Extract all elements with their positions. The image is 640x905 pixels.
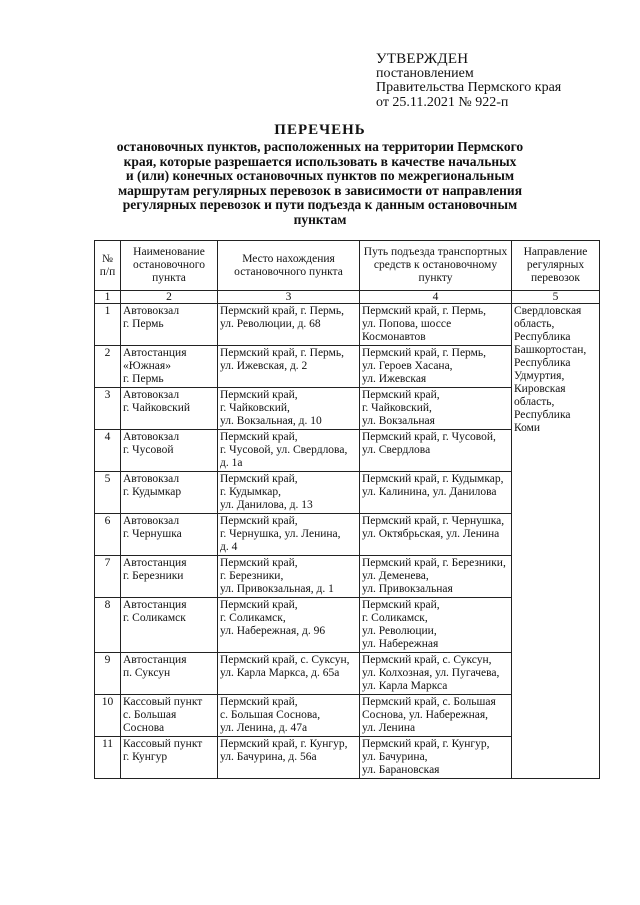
direction-line: Коми bbox=[514, 422, 541, 434]
stop-name-line: Автовокзал bbox=[123, 389, 180, 401]
stop-location bbox=[218, 556, 360, 598]
stop-name bbox=[121, 598, 218, 653]
direction-line: Республика bbox=[514, 357, 571, 369]
stop-location-line: д. 1а bbox=[220, 457, 243, 469]
direction-line: область, bbox=[514, 318, 555, 330]
access-route-line: ул. Бачурина, bbox=[362, 751, 428, 763]
approval-stamp bbox=[376, 52, 626, 110]
stop-location bbox=[218, 388, 360, 430]
stop-name-line: Кассовый пункт bbox=[123, 738, 203, 750]
document-title: ПЕРЕЧЕНЬ bbox=[274, 122, 366, 138]
access-route bbox=[360, 556, 512, 598]
access-route-line: ул. Героев Хасана, bbox=[362, 360, 453, 372]
access-route-line: ул. Попова, шоссе bbox=[362, 318, 452, 330]
stop-name-line: г. Чернушка bbox=[123, 528, 182, 540]
header-route-line: средств к остановочному bbox=[373, 259, 498, 271]
stop-location-line: Пермский край, bbox=[220, 696, 298, 708]
access-route-line: ул. Свердлова bbox=[362, 444, 431, 456]
access-route-line: ул. Ижевская bbox=[362, 373, 427, 385]
access-route-line: ул. Вокзальная bbox=[362, 415, 435, 427]
approval-status: УТВЕРЖДЕН bbox=[376, 51, 469, 67]
row-number: 7 bbox=[95, 556, 121, 598]
subtitle-line: маршрутам регулярных перевозок в зависимости от направления bbox=[117, 182, 523, 198]
access-route-line: г. Чайковский, bbox=[362, 402, 432, 414]
stop-location bbox=[218, 304, 360, 346]
stop-location-line: ул. Ленина, д. 47а bbox=[220, 722, 308, 734]
stop-name bbox=[121, 472, 218, 514]
stop-name bbox=[121, 304, 218, 346]
access-route-line: ул. Карла Маркса bbox=[362, 680, 448, 692]
stop-location-line: Пермский край, bbox=[220, 473, 298, 485]
access-route bbox=[360, 472, 512, 514]
stop-location-line: г. Чусовой, ул. Свердлова, bbox=[220, 444, 348, 456]
header-route-line: Путь подъезда транспортных bbox=[363, 246, 508, 258]
stop-location-line: с. Большая Соснова, bbox=[220, 709, 321, 721]
access-route-line: Пермский край, с. Большая bbox=[362, 696, 496, 708]
access-route-line: Пермский край, bbox=[362, 389, 440, 401]
header-route bbox=[360, 241, 512, 291]
stop-location-line: ул. Данилова, д. 13 bbox=[220, 499, 313, 511]
stop-location-line: Пермский край, bbox=[220, 515, 298, 527]
stop-name-line: Автостанция bbox=[123, 347, 187, 359]
header-number-line: п/п bbox=[99, 265, 116, 278]
header-number bbox=[95, 241, 121, 291]
stop-name-line: Автостанция bbox=[123, 557, 187, 569]
access-route-line: ул. Колхозная, ул. Пугачева, bbox=[362, 667, 500, 679]
access-route-line: ул. Барановская bbox=[362, 764, 440, 776]
access-route-line: Пермский край, г. Чернушка, bbox=[362, 515, 505, 527]
column-number: 4 bbox=[360, 291, 512, 304]
column-number: 1 bbox=[95, 291, 121, 304]
access-route bbox=[360, 388, 512, 430]
access-route bbox=[360, 737, 512, 779]
header-route-line: пункту bbox=[418, 272, 453, 284]
subtitle-line: и (или) конечных остановочных пунктов по межрегиональным bbox=[125, 168, 515, 183]
stop-name-line: Автовокзал bbox=[123, 431, 180, 443]
access-route-line: Пермский край, г. Пермь, bbox=[362, 347, 487, 359]
access-route bbox=[360, 514, 512, 556]
row-number: 2 bbox=[95, 346, 121, 388]
stop-name-line: Автовокзал bbox=[123, 305, 180, 317]
access-route-line: Пермский край, г. Кудымкар, bbox=[362, 473, 504, 485]
access-route-line: ул. Деменева, bbox=[362, 570, 429, 582]
stop-name bbox=[121, 737, 218, 779]
direction-line: область, bbox=[514, 396, 555, 408]
stop-name bbox=[121, 430, 218, 472]
access-route bbox=[360, 346, 512, 388]
row-number: 11 bbox=[95, 737, 121, 779]
stop-name-line: с. Большая bbox=[123, 709, 177, 721]
direction-line: Республика bbox=[514, 409, 571, 421]
stop-name-line: г. Пермь bbox=[123, 373, 164, 385]
stop-location-line: г. Соликамск, bbox=[220, 612, 286, 624]
access-route-line: Пермский край, с. Суксун, bbox=[362, 654, 492, 666]
approval-date-number: от 25.11.2021 № 922-п bbox=[376, 94, 509, 110]
header-stop-name-line: остановочного bbox=[133, 259, 205, 271]
direction bbox=[512, 304, 600, 779]
stop-name-line: г. Чусовой bbox=[123, 444, 174, 456]
access-route-line: ул. Революции, bbox=[362, 625, 437, 637]
access-route-line: ул. Привокзальная bbox=[362, 583, 453, 595]
subtitle-line: остановочных пунктов, расположенных на территории Пермского bbox=[116, 139, 524, 154]
stop-name-line: г. Кунгур bbox=[123, 751, 168, 763]
stop-location-line: ул. Вокзальная, д. 10 bbox=[220, 415, 322, 427]
header-location bbox=[218, 241, 360, 291]
access-route-line: г. Соликамск, bbox=[362, 612, 428, 624]
stop-name-line: Соснова bbox=[123, 722, 165, 734]
stop-name-line: Автовокзал bbox=[123, 473, 180, 485]
stop-name-line: г. Кудымкар bbox=[123, 486, 182, 498]
stop-name-line: п. Суксун bbox=[123, 667, 171, 679]
header-direction bbox=[512, 241, 600, 291]
table-body bbox=[95, 291, 600, 779]
stops-table bbox=[94, 240, 600, 779]
stop-name-line: Кассовый пункт bbox=[123, 696, 203, 708]
stop-location-line: д. 4 bbox=[220, 541, 238, 553]
stop-location-line: Пермский край, с. Суксун, bbox=[220, 654, 350, 666]
document-subtitle bbox=[100, 140, 540, 227]
header-direction-line: Направление bbox=[523, 246, 588, 258]
row-number: 10 bbox=[95, 695, 121, 737]
direction-line: Республика bbox=[514, 331, 571, 343]
stop-name-line: Автостанция bbox=[123, 654, 187, 666]
stop-location-line: г. Березники, bbox=[220, 570, 284, 582]
row-number: 4 bbox=[95, 430, 121, 472]
stop-name bbox=[121, 346, 218, 388]
row-number: 3 bbox=[95, 388, 121, 430]
header-stop-name bbox=[121, 241, 218, 291]
column-number: 3 bbox=[218, 291, 360, 304]
access-route-line: ул. Ленина bbox=[362, 722, 416, 734]
header-location-line: остановочного пункта bbox=[234, 265, 343, 278]
access-route bbox=[360, 430, 512, 472]
stop-name-line: «Южная» bbox=[123, 360, 171, 372]
access-route-line: ул. Набережная bbox=[362, 638, 439, 650]
access-route-line: Пермский край, г. Пермь, bbox=[362, 305, 487, 317]
stop-location-line: Пермский край, г. Пермь, bbox=[220, 347, 345, 359]
stop-location bbox=[218, 653, 360, 695]
direction-line: Башкортостан, bbox=[514, 344, 587, 356]
column-number: 2 bbox=[121, 291, 218, 304]
row-number: 1 bbox=[95, 304, 121, 346]
access-route-line: Пермский край, bbox=[362, 599, 440, 611]
stop-location bbox=[218, 737, 360, 779]
stop-location-line: Пермский край, bbox=[220, 389, 298, 401]
access-route-line: Пермский край, г. Березники, bbox=[362, 557, 506, 569]
header-direction-line: регулярных bbox=[526, 259, 585, 271]
access-route-line: Пермский край, г. Кунгур, bbox=[362, 738, 490, 750]
stop-location-line: Пермский край, bbox=[220, 557, 298, 569]
stop-name bbox=[121, 556, 218, 598]
stop-location-line: г. Чайковский, bbox=[220, 402, 290, 414]
direction-line: Удмуртия, bbox=[514, 370, 565, 382]
stop-location-line: ул. Ижевская, д. 2 bbox=[220, 360, 308, 372]
access-route bbox=[360, 304, 512, 346]
stop-name-line: г. Березники bbox=[123, 570, 184, 582]
row-number: 9 bbox=[95, 653, 121, 695]
stop-location bbox=[218, 598, 360, 653]
direction-line: Свердловская bbox=[514, 305, 582, 317]
stop-location-line: Пермский край, г. Кунгур, bbox=[220, 738, 348, 750]
stop-location bbox=[218, 472, 360, 514]
row-number: 8 bbox=[95, 598, 121, 653]
access-route-line: Пермский край, г. Чусовой, bbox=[362, 431, 496, 443]
stop-name bbox=[121, 653, 218, 695]
access-route bbox=[360, 695, 512, 737]
stop-name bbox=[121, 514, 218, 556]
stop-name-line: г. Соликамск bbox=[123, 612, 186, 624]
access-route-line: Соснова, ул. Набережная, bbox=[362, 709, 489, 721]
stop-name-line: Автостанция bbox=[123, 599, 187, 611]
access-route-line: Космонавтов bbox=[362, 331, 426, 343]
stop-location-line: г. Кудымкар, bbox=[220, 486, 281, 498]
access-route-line: ул. Калинина, ул. Данилова bbox=[362, 486, 497, 498]
table-header-row bbox=[95, 241, 600, 291]
table-row bbox=[95, 304, 600, 346]
stop-location bbox=[218, 346, 360, 388]
stop-name bbox=[121, 695, 218, 737]
stop-name-line: Автовокзал bbox=[123, 515, 180, 527]
stop-location-line: ул. Революции, д. 68 bbox=[220, 318, 321, 330]
approval-authority: Правительства Пермского края bbox=[376, 80, 562, 95]
stop-name bbox=[121, 388, 218, 430]
stop-name-line: г. Пермь bbox=[123, 318, 164, 330]
approval-by: постановлением bbox=[376, 65, 474, 81]
header-stop-name-line: Наименование bbox=[133, 246, 205, 258]
header-stop-name-line: пункта bbox=[152, 272, 186, 284]
stop-location bbox=[218, 695, 360, 737]
stop-location-line: ул. Привокзальная, д. 1 bbox=[220, 583, 334, 595]
stop-location-line: ул. Карла Маркса, д. 65а bbox=[220, 667, 340, 679]
stop-location-line: ул. Набережная, д. 96 bbox=[220, 625, 326, 637]
stop-location bbox=[218, 430, 360, 472]
stop-location-line: Пермский край, bbox=[220, 599, 298, 611]
access-route bbox=[360, 598, 512, 653]
stop-name-line: г. Чайковский bbox=[123, 402, 191, 414]
stop-location-line: г. Чернушка, ул. Ленина, bbox=[220, 528, 341, 540]
column-number: 5 bbox=[512, 291, 600, 304]
row-number: 6 bbox=[95, 514, 121, 556]
subtitle-line: пунктам bbox=[293, 211, 347, 227]
direction-line: Кировская bbox=[514, 383, 566, 395]
subtitle-line: края, которые разрешается использовать в качестве начальных bbox=[123, 153, 517, 169]
header-location-line: Место нахождения bbox=[242, 252, 335, 265]
access-route-line: ул. Октябрьская, ул. Ленина bbox=[362, 528, 500, 540]
access-route bbox=[360, 653, 512, 695]
subtitle-line: регулярных перевозок и пути подъезда к данным остановочным bbox=[122, 197, 518, 212]
column-number-row bbox=[95, 291, 600, 304]
header-direction-line: перевозок bbox=[530, 272, 581, 284]
stop-location-line: Пермский край, bbox=[220, 431, 298, 443]
header-number-line: № bbox=[102, 252, 113, 265]
stop-location-line: Пермский край, г. Пермь, bbox=[220, 305, 345, 317]
stop-location bbox=[218, 514, 360, 556]
row-number: 5 bbox=[95, 472, 121, 514]
stop-location-line: ул. Бачурина, д. 56а bbox=[220, 751, 317, 763]
